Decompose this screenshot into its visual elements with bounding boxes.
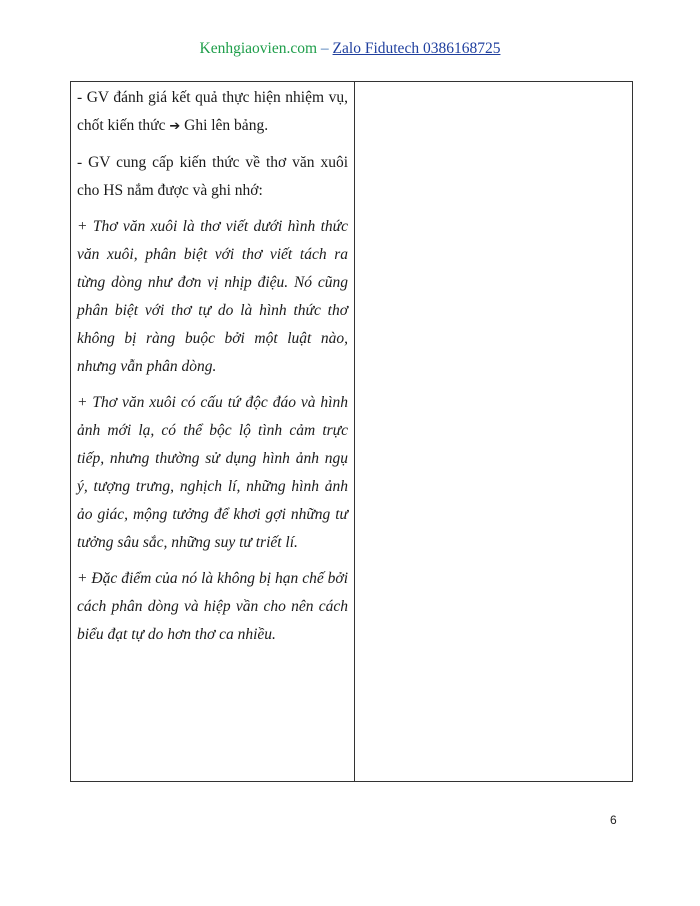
page-header	[0, 40, 700, 58]
evaluation-text-end: Ghi lên bảng.	[180, 117, 269, 134]
page-number: 6	[610, 813, 617, 827]
features-paragraph: + Thơ văn xuôi có cấu tứ độc đáo và hình ảnh mới lạ, có thể bộc lộ tình cảm trực tiếp, nhưng thường sử dụng hình ảnh ngụ ý, tượng trưng, nghịch lí, những hình ảnh ảo giác, mộng tưởng để khơi gợi những tư tưởng sâu sắc, những suy tư triết lí.	[77, 394, 348, 551]
knowledge-intro-paragraph: - GV cung cấp kiến thức về thơ văn xuôi cho HS nắm được và ghi nhớ:	[77, 154, 348, 199]
header-separator: –	[317, 40, 333, 57]
teacher-activity-cell	[77, 84, 348, 649]
header-contact-link[interactable]: Zalo Fidutech 0386168725	[332, 40, 501, 57]
evaluation-text: - GV đánh giá kết quả thực hiện nhiệm vụ, chốt kiến thức	[77, 89, 348, 134]
characteristic-paragraph: + Đặc điểm của nó là không bị hạn chế bởi cách phân dòng và hiệp vần cho nên cách biểu đạt tự do hơn thơ ca nhiều.	[77, 570, 348, 643]
lesson-table	[70, 81, 633, 782]
evaluation-paragraph	[77, 84, 348, 141]
definition-paragraph: + Thơ văn xuôi là thơ viết dưới hình thức văn xuôi, phân biệt với thơ viết tách ra từng dòng như đơn vị nhịp điệu. Nó cũng phân biệt với thơ tự do là hình thức thơ không bị ràng buộc bởi một luật nào, nhưng vẫn phân dòng.	[77, 218, 348, 375]
student-activity-cell	[355, 82, 632, 781]
arrow-icon: ➔	[169, 119, 181, 134]
header-site-name: Kenhgiaovien.com	[199, 40, 318, 57]
